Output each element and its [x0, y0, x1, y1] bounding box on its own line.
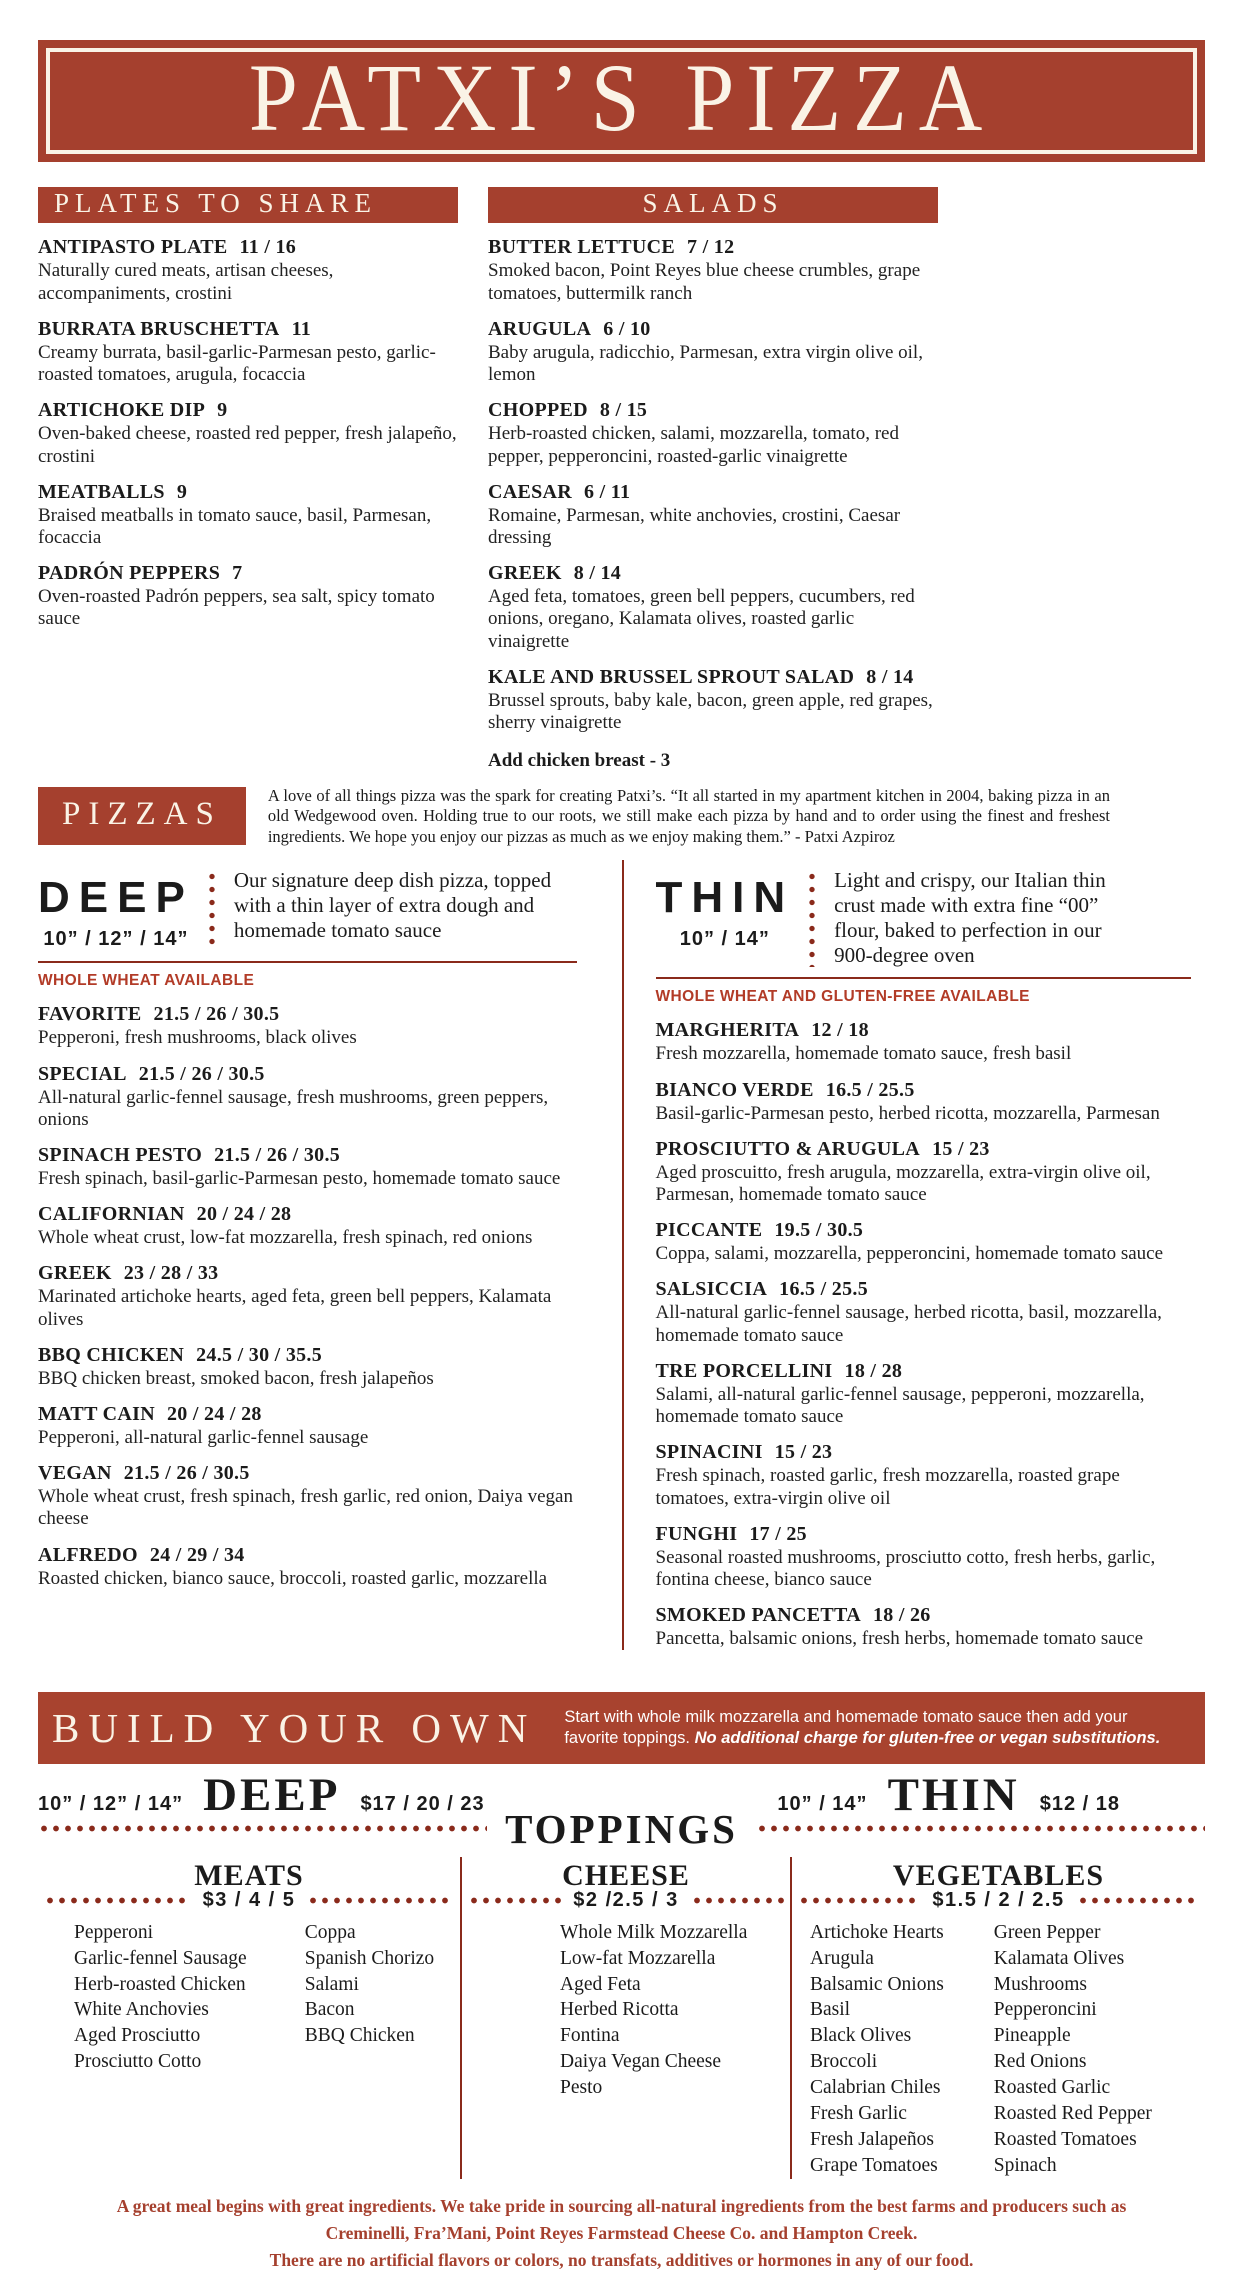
menu-item-price: 9: [176, 480, 188, 503]
menu-item-name-line: [38, 318, 458, 341]
menu-item-description: Baby arugula, radicchio, Parmesan, extra virgin olive oil, lemon: [488, 341, 923, 386]
footer-line-2: Creminelli, Fra’Mani, Point Reyes Farmstead Cheese Co. and Hampton Creek.: [325, 2223, 918, 2244]
add-chicken-note: Add chicken breast - 3: [488, 750, 671, 772]
pizza-item-name: BBQ CHICKEN: [38, 1343, 185, 1366]
topping-item: Arugula: [810, 1947, 874, 1969]
vegetables-prices: $1.5 / 2 / 2.5: [932, 1888, 1065, 1911]
horizontal-dotted-line: [468, 1896, 561, 1905]
topping-item: Red Onions: [993, 2051, 1087, 2073]
footer-line-1: A great meal begins with great ingredients. We take pride in sourcing all-natural ingredients from the best farms and producers such as: [116, 2195, 1127, 2216]
horizontal-rule: [656, 977, 1192, 979]
topping-item: Calabrian Chiles: [810, 2077, 941, 2099]
menu-item-description: Romaine, Parmesan, white anchovies, crostini, Caesar dressing: [488, 504, 901, 548]
menu-item-name-line: [38, 481, 458, 504]
pizza-styles-section: [38, 860, 1205, 1650]
byo-thin-group: [777, 1769, 1120, 1822]
pizza-item-price: 19.5 / 30.5: [774, 1219, 864, 1242]
pizza-item-description: BBQ chicken breast, smoked bacon, fresh jalapeños: [38, 1367, 434, 1389]
pizza-item-name: PICCANTE: [655, 1219, 763, 1242]
cheese-title: CHEESE: [562, 1858, 690, 1892]
pizza-item: [38, 1403, 577, 1449]
pizza-item: [38, 1063, 577, 1131]
menu-item: [488, 236, 938, 304]
topping-item: Garlic-fennel Sausage: [74, 1947, 247, 1969]
topping-item: Balsamic Onions: [810, 1973, 944, 1995]
sourcing-footer: [38, 2193, 1205, 2274]
topping-item: Roasted Garlic: [993, 2077, 1111, 2099]
starters-section: [38, 187, 1205, 773]
byo-thin-sizes: 10” / 14”: [777, 1793, 868, 1816]
menu-item-description: Brussel sprouts, baby kale, bacon, green apple, red grapes, sherry vinaigrette: [488, 689, 933, 734]
pizza-item: [38, 1262, 577, 1330]
pizza-item-name: SALSICCIA: [655, 1278, 768, 1301]
deep-style-name: DEEP: [38, 873, 194, 923]
menu-item-name: KALE AND BRUSSEL SPROUT SALAD: [488, 665, 855, 688]
pizza-item-description: Aged proscuitto, fresh arugula, mozzarella, extra-virgin olive oil, Parmesan, homemade tomato sauce: [655, 1161, 1151, 1205]
byo-deep-group: [38, 1769, 485, 1822]
pizza-item-price: 23 / 28 / 33: [123, 1262, 219, 1285]
horizontal-dotted-line: [798, 1896, 920, 1905]
restaurant-header: [38, 40, 1205, 162]
menu-item-name: MEATBALLS: [38, 480, 165, 503]
pizza-item-price: 18 / 26: [872, 1604, 931, 1627]
pizza-item-price: 24.5 / 30 / 35.5: [196, 1343, 323, 1366]
menu-item: [38, 236, 458, 304]
menu-item-description: Creamy burrata, basil-garlic-Parmesan pesto, garlic-roasted tomatoes, arugula, focaccia: [38, 341, 436, 386]
thin-title-block: [655, 873, 795, 951]
pizza-item-price: 20 / 24 / 28: [166, 1403, 262, 1426]
topping-item: Aged Feta: [560, 1973, 641, 1995]
restaurant-header-frame: [46, 45, 1197, 154]
topping-item: White Anchovies: [74, 1999, 209, 2021]
plates-column: [38, 187, 458, 773]
pizza-item-description: Pepperoni, all-natural garlic-fennel sausage: [38, 1427, 369, 1449]
pizza-item-name-line: [38, 1403, 577, 1426]
pizza-item-description: All-natural garlic-fennel sausage, herbed ricotta, basil, mozzarella, homemade tomato sauce: [655, 1302, 1162, 1346]
pizza-item-price: 21.5 / 26 / 30.5: [138, 1062, 265, 1085]
pizza-item-price: 15 / 23: [774, 1441, 833, 1464]
pizza-item-description: Coppa, salami, mozzarella, pepperoncini, homemade tomato sauce: [655, 1243, 1164, 1265]
deep-column: [38, 860, 622, 1650]
topping-item: Fresh Garlic: [810, 2103, 907, 2125]
pizza-item-name-line: [656, 1219, 1192, 1242]
meats-lists: [74, 1920, 454, 2076]
meats-prices: $3 / 4 / 5: [202, 1888, 296, 1911]
thin-sizes: 10” / 14”: [679, 928, 770, 951]
pizza-item-description: Marinated artichoke hearts, aged feta, green bell peppers, Kalamata olives: [38, 1286, 552, 1330]
pizza-item-name: TRE PORCELLINI: [655, 1359, 833, 1382]
meats-list-2: [305, 1920, 434, 2076]
byo-description-italic: No additional charge for gluten-free or vegan substitutions.: [694, 1729, 1161, 1748]
meats-list-1: [74, 1920, 247, 2076]
pizza-item-price: 20 / 24 / 28: [196, 1203, 292, 1226]
pizza-item-name-line: [656, 1604, 1192, 1627]
build-your-own-description: [564, 1707, 1185, 1751]
pizza-item-description: Whole wheat crust, low-fat mozzarella, fresh spinach, red onions: [38, 1227, 533, 1249]
topping-item: Black Olives: [810, 2025, 912, 2047]
topping-item: Coppa: [304, 1921, 356, 1943]
pizza-item-name-line: [656, 1079, 1192, 1102]
menu-item-name: BUTTER LETTUCE: [488, 236, 676, 259]
topping-item: Prosciutto Cotto: [74, 2051, 202, 2073]
pizza-item-name: CALIFORNIAN: [38, 1203, 185, 1226]
cheese-lists: [560, 1920, 784, 2101]
pizza-item: [656, 1604, 1192, 1650]
topping-item: BBQ Chicken: [304, 2025, 415, 2047]
pizza-item-name: SPINACH PESTO: [38, 1143, 203, 1166]
pizza-item-price: 15 / 23: [932, 1137, 990, 1160]
meats-price-row: [44, 1889, 454, 1912]
cheese-price-row: [468, 1889, 784, 1912]
topping-item: Spinach: [993, 2155, 1057, 2176]
vegetables-price-row: [798, 1889, 1199, 1912]
pizza-item-price: 17 / 25: [749, 1522, 807, 1545]
pizza-item-description: Salami, all-natural garlic-fennel sausage, pepperoni, mozzarella, homemade tomato sauce: [655, 1383, 1145, 1428]
menu-item-description: Smoked bacon, Point Reyes blue cheese crumbles, grape tomatoes, buttermilk ranch: [488, 260, 921, 304]
topping-item: Broccoli: [810, 2051, 878, 2073]
menu-item: [488, 318, 938, 386]
menu-item-name-line: [488, 562, 938, 585]
topping-item: Pineapple: [993, 2025, 1071, 2047]
thin-availability-note: WHOLE WHEAT AND GLUTEN-FREE AVAILABLE: [655, 988, 1030, 1006]
menu-item-price: 7: [232, 562, 243, 585]
pizza-item: [38, 1003, 577, 1049]
menu-item-name-line: [488, 236, 938, 259]
topping-item: Pesto: [560, 2077, 603, 2099]
pizza-item-name-line: [656, 1523, 1192, 1546]
menu-item-price: 11 / 16: [239, 236, 297, 259]
build-your-own-title: BUILD YOUR OWN: [52, 1705, 537, 1752]
pizza-item-name-line: [38, 1344, 577, 1367]
topping-item: Aged Prosciutto: [74, 2025, 201, 2047]
horizontal-dotted-line: [38, 1824, 487, 1833]
pizza-item-name: GREEK: [38, 1262, 112, 1285]
byo-deep-name: DEEP: [203, 1769, 341, 1822]
pizza-item: [38, 1144, 577, 1190]
pizza-item-name-line: [38, 1262, 577, 1285]
menu-item: [38, 318, 458, 386]
pizza-item-description: Seasonal roasted mushrooms, prosciutto cotto, fresh herbs, garlic, fontina cheese, bianco sauce: [655, 1546, 1156, 1590]
pizza-item: [656, 1219, 1192, 1265]
pizza-item: [656, 1019, 1192, 1065]
toppings-section: [38, 1857, 1205, 2179]
pizza-item-description: Fresh spinach, basil-garlic-Parmesan pesto, homemade tomato sauce: [38, 1167, 561, 1189]
pizza-item: [656, 1360, 1192, 1428]
pizza-item-name-line: [38, 1544, 577, 1567]
menu-item-description: Oven-baked cheese, roasted red pepper, fresh jalapeño, crostini: [38, 423, 457, 467]
pizza-item-name-line: [656, 1278, 1192, 1301]
pizza-item-price: 21.5 / 26 / 30.5: [214, 1143, 341, 1166]
salads-title: SALADS: [642, 187, 784, 218]
pizza-item-name: MARGHERITA: [655, 1019, 800, 1042]
byo-description-normal: Start with whole milk mozzarella and homemade tomato sauce then add your favorite toppings.: [564, 1707, 1128, 1748]
pizza-item-name: MATT CAIN: [38, 1403, 155, 1426]
salads-banner: [488, 187, 938, 224]
thin-header: [656, 860, 1192, 973]
pizza-item: [656, 1441, 1192, 1509]
pizza-item-description: All-natural garlic-fennel sausage, fresh mushrooms, green peppers, onions: [38, 1086, 549, 1130]
byo-thin-name: THIN: [887, 1769, 1020, 1822]
pizzas-intro-section: [38, 780, 1205, 852]
menu-item-price: 9: [217, 399, 228, 422]
topping-item: Pepperoni: [74, 1921, 154, 1943]
topping-item: Green Pepper: [993, 1921, 1101, 1943]
menu-item-description: Aged feta, tomatoes, green bell peppers, cucumbers, red onions, oregano, Kalamata olives, roasted garlic vinaigrette: [488, 586, 915, 652]
pizza-item-name-line: [38, 1462, 577, 1485]
horizontal-dotted-line: [44, 1896, 191, 1905]
topping-item: Herb-roasted Chicken: [74, 1973, 246, 1995]
menu-item-description: Naturally cured meats, artisan cheeses, accompaniments, crostini: [38, 260, 334, 304]
pizza-item-name: FAVORITE: [38, 1003, 142, 1026]
vegetables-title: VEGETABLES: [892, 1858, 1105, 1892]
topping-item: Fresh Jalapeños: [810, 2129, 935, 2151]
topping-item: Pepperoncini: [993, 1999, 1097, 2021]
topping-item: Daiya Vegan Cheese: [560, 2051, 721, 2073]
menu-item-name-line: [488, 318, 938, 341]
vegetables-list-1: [810, 1920, 944, 2179]
pizza-item: [38, 1462, 577, 1530]
pizza-item-price: 18 / 28: [844, 1359, 903, 1382]
menu-item-description: Herb-roasted chicken, salami, mozzarella, tomato, red pepper, pepperoncini, roasted-garlic vinaigrette: [488, 423, 899, 467]
menu-item-name: ANTIPASTO PLATE: [38, 236, 228, 259]
pizza-item-price: 24 / 29 / 34: [149, 1543, 245, 1566]
deep-availability-note: WHOLE WHEAT AVAILABLE: [38, 972, 255, 990]
byo-deep-prices: $17 / 20 / 23: [360, 1793, 485, 1816]
byo-thin-prices: $12 / 18: [1039, 1793, 1120, 1816]
pizza-item-price: 16.5 / 25.5: [779, 1278, 868, 1301]
menu-item-name-line: [488, 666, 938, 689]
pizza-item-description: Roasted chicken, bianco sauce, broccoli, roasted garlic, mozzarella: [38, 1567, 548, 1589]
topping-item: Low-fat Mozzarella: [560, 1947, 716, 1969]
thin-style-name: THIN: [655, 873, 795, 923]
menu-item-name-line: [488, 481, 938, 504]
horizontal-dotted-line: [307, 1896, 454, 1905]
menu-item-price: 8 / 14: [573, 562, 622, 585]
menu-item-name: PADRÓN PEPPERS: [38, 562, 221, 585]
topping-item: Roasted Red Pepper: [993, 2103, 1152, 2125]
pizza-item-description: Fresh mozzarella, homemade tomato sauce, fresh basil: [655, 1043, 1072, 1065]
page-title: PATXI’S PIZZA: [248, 45, 995, 152]
pizza-item-price: 12 / 18: [811, 1019, 869, 1042]
horizontal-rule: [38, 961, 577, 963]
salads-column: [488, 187, 938, 773]
menu-item: [38, 562, 458, 630]
menu-item-price: 11: [291, 317, 312, 340]
menu-item-price: 6 / 11: [584, 480, 631, 503]
menu-item: [38, 481, 458, 549]
pizza-item-name-line: [38, 1203, 577, 1226]
pizza-item-name: ALFREDO: [38, 1543, 138, 1566]
menu-item-price: 7 / 12: [687, 236, 735, 259]
pizza-item-name-line: [38, 1144, 577, 1167]
cheese-prices: $2 /2.5 / 3: [573, 1888, 679, 1911]
pizza-item-description: Pepperoni, fresh mushrooms, black olives: [38, 1027, 357, 1049]
pizza-item-name-line: [656, 1441, 1192, 1464]
pizza-item-price: 21.5 / 26 / 30.5: [153, 1003, 280, 1026]
pizza-item-price: 16.5 / 25.5: [825, 1078, 915, 1101]
topping-item: Roasted Tomatoes: [993, 2129, 1137, 2151]
pizza-item-name: SPECIAL: [38, 1062, 127, 1085]
menu-item-name: CHOPPED: [488, 399, 588, 422]
plates-banner: [38, 187, 458, 224]
menu-item-name: ARTICHOKE DIP: [38, 399, 206, 422]
byo-deep-sizes: 10” / 12” / 14”: [38, 1793, 184, 1816]
topping-item: Artichoke Hearts: [810, 1921, 944, 1943]
menu-item-description: Braised meatballs in tomato sauce, basil, Parmesan, focaccia: [38, 504, 432, 548]
pizza-item: [38, 1544, 577, 1590]
pizzas-banner: PIZZAS: [38, 787, 246, 845]
pizza-item-name-line: [38, 1003, 577, 1026]
menu-item: [488, 562, 938, 653]
pizzas-intro-text: A love of all things pizza was the spark for creating Patxi’s. “It all started in my apartment kitchen in 2004, baking pizza in an old Wedgewood oven. Holding true to our roots, we still make each pizza by hand and to order using the finest and freshest ingredients. We hope you enjoy our pizzas as much as we enjoy making them.” - Patxi Azpiroz: [267, 785, 1110, 846]
pizza-item: [656, 1278, 1192, 1346]
menu-item: [488, 399, 938, 467]
deep-sizes: 10” / 12” / 14”: [43, 928, 189, 951]
topping-item: Grape Tomatoes: [810, 2155, 938, 2176]
thin-column: [622, 860, 1206, 1650]
plates-title: PLATES TO SHARE: [54, 187, 378, 218]
pizza-item-description: Whole wheat crust, fresh spinach, fresh garlic, red onion, Daiya vegan cheese: [38, 1486, 573, 1530]
vertical-dotted-divider: [208, 870, 216, 951]
pizza-item: [656, 1079, 1192, 1125]
cheese-column: [460, 1857, 790, 2179]
pizza-item-name-line: [656, 1019, 1192, 1042]
menu-item-name-line: [38, 562, 458, 585]
menu-item-price: 6 / 10: [603, 317, 651, 340]
pizza-item-name: SPINACINI: [655, 1441, 763, 1464]
pizza-item-name: SMOKED PANCETTA: [655, 1604, 861, 1627]
menu-item-name-line: [38, 236, 458, 259]
pizza-item-description: Basil-garlic-Parmesan pesto, herbed ricotta, mozzarella, Parmesan: [655, 1102, 1160, 1124]
menu-item-price: 8 / 15: [599, 399, 648, 422]
menu-item: [488, 481, 938, 549]
thin-description: Light and crispy, our Italian thin crust made with extra fine “00” flour, baked to perfection in our 900-degree oven: [834, 868, 1106, 967]
menu-item-name: CAESAR: [488, 480, 573, 503]
pizza-item-name: BIANCO VERDE: [655, 1078, 814, 1101]
deep-description: Our signature deep dish pizza, topped with a thin layer of extra dough and homemade tomato sauce: [233, 868, 552, 942]
meats-title: MEATS: [194, 1858, 304, 1892]
topping-item: Bacon: [304, 1999, 355, 2021]
pizza-item-name-line: [656, 1360, 1192, 1383]
vegetables-lists: [810, 1920, 1199, 2179]
horizontal-dotted-line: [756, 1824, 1205, 1833]
pizza-item-name-line: [656, 1138, 1192, 1161]
build-your-own-banner: [38, 1692, 1205, 1764]
menu-item-description: Oven-roasted Padrón peppers, sea salt, spicy tomato sauce: [38, 586, 435, 630]
toppings-title: TOPPINGS: [505, 1805, 738, 1852]
topping-item: Basil: [810, 1999, 851, 2021]
pizza-item: [38, 1203, 577, 1249]
topping-item: Mushrooms: [993, 1973, 1087, 1995]
pizza-item-name: PROSCIUTTO & ARUGULA: [655, 1137, 921, 1160]
topping-item: Spanish Chorizo: [304, 1947, 435, 1969]
pizza-item-price: 21.5 / 26 / 30.5: [123, 1462, 250, 1485]
topping-item: Whole Milk Mozzarella: [560, 1921, 748, 1943]
horizontal-dotted-line: [691, 1896, 784, 1905]
menu-item-name-line: [488, 399, 938, 422]
topping-item: Salami: [304, 1973, 359, 1995]
cheese-list: [560, 1920, 747, 2101]
menu-item: [38, 399, 458, 467]
vegetables-column: [790, 1857, 1205, 2179]
pizza-item: [38, 1344, 577, 1390]
menu-item: [488, 666, 938, 734]
pizza-item-name: VEGAN: [38, 1462, 112, 1485]
menu-item-price: 8 / 14: [866, 665, 914, 688]
topping-item: Kalamata Olives: [993, 1947, 1125, 1969]
footer-line-3: There are no artificial flavors or colors, no transfats, additives or hormones in any of our food.: [269, 2250, 974, 2271]
pizza-item: [656, 1523, 1192, 1591]
pizza-item-name: FUNGHI: [655, 1522, 738, 1545]
menu-item-name-line: [38, 399, 458, 422]
deep-header: [38, 860, 577, 957]
menu-item-name: BURRATA BRUSCHETTA: [38, 317, 280, 340]
vertical-dotted-divider: [808, 870, 816, 967]
menu-item-name: ARUGULA: [488, 317, 592, 340]
pizza-item: [656, 1138, 1192, 1206]
pizza-item-description: Fresh spinach, roasted garlic, fresh mozzarella, roasted grape tomatoes, extra-virgin olive oil: [655, 1465, 1120, 1509]
vegetables-list-2: [994, 1920, 1152, 2179]
topping-item: Fontina: [560, 2025, 620, 2047]
horizontal-dotted-line: [1077, 1896, 1199, 1905]
meats-column: [38, 1857, 460, 2179]
deep-title-block: [38, 873, 194, 951]
pizza-item-description: Pancetta, balsamic onions, fresh herbs, homemade tomato sauce: [655, 1628, 1144, 1650]
menu-item-name: GREEK: [488, 562, 562, 585]
topping-item: Herbed Ricotta: [560, 1999, 679, 2021]
pizza-item-name-line: [38, 1063, 577, 1086]
